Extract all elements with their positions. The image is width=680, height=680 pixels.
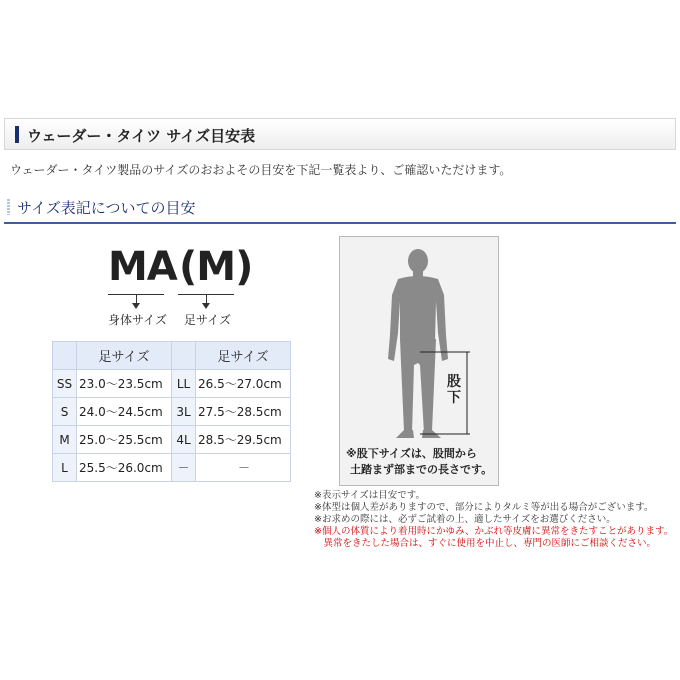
notes-list: [314, 490, 673, 550]
inseam-note-line: ※股下サイズは、股間から: [346, 447, 477, 460]
table-row: [53, 370, 291, 398]
title-accent-bar: [15, 126, 19, 143]
section-heading-marker: [7, 199, 10, 215]
size-range: 23.0～23.5cm: [77, 370, 172, 398]
size-range: 27.5～28.5cm: [196, 398, 291, 426]
size-range: 25.0～25.5cm: [77, 426, 172, 454]
page-title-bar: [4, 118, 676, 150]
note-item-warning: 異常をきたした場合は、すぐに使用を中止し、専門の医師にご相談ください。: [314, 538, 657, 549]
table-header-blank: [53, 342, 77, 370]
section-heading: [4, 196, 676, 224]
body-size-caption: 身体サイズ: [108, 313, 168, 327]
note-item-warning: ※個人の体質により着用時にかゆみ、かぶれ等皮膚に異常をきたすことがあります。: [314, 526, 674, 537]
table-header-row: [53, 342, 291, 370]
inseam-note-line: 土踏まず部までの長さです。: [350, 463, 493, 476]
size-range: 25.5～26.0cm: [77, 454, 172, 482]
table-header-blank: [172, 342, 196, 370]
size-label: 3L: [172, 398, 196, 426]
size-range: －: [196, 454, 291, 482]
note-item: ※表示サイズは目安です。: [314, 490, 425, 501]
intro-text: ウェーダー・タイツ製品のサイズのおおよその目安を下記一覧表より、ご確認いただけます。: [10, 163, 512, 177]
page-title: ウェーダー・タイツ サイズ目安表: [27, 127, 256, 145]
inseam-label: 股下: [447, 374, 461, 406]
size-label: M: [53, 426, 77, 454]
table-header-cell: 足サイズ: [77, 342, 172, 370]
foot-arrow-icon: [202, 303, 210, 309]
size-range: 26.5～27.0cm: [196, 370, 291, 398]
size-label: 4L: [172, 426, 196, 454]
foot-size-caption: 足サイズ: [184, 313, 232, 327]
note-item: ※体型は個人差がありますので、部分によりタルミ等が出る場合がございます。: [314, 502, 654, 513]
size-label: LL: [172, 370, 196, 398]
body-size-code: MA: [108, 244, 177, 290]
size-table: [52, 341, 291, 482]
section-title: サイズ表記についての目安: [17, 199, 196, 217]
size-label: －: [172, 454, 196, 482]
note-item: ※お求めの際には、必ずご試着の上、適したサイズをお選びください。: [314, 514, 616, 525]
size-range: 24.0～24.5cm: [77, 398, 172, 426]
table-header-cell: 足サイズ: [196, 342, 291, 370]
body-arrow-icon: [132, 303, 140, 309]
inseam-note: [346, 446, 492, 478]
table-row: [53, 398, 291, 426]
size-range: 28.5～29.5cm: [196, 426, 291, 454]
size-label: S: [53, 398, 77, 426]
table-row: [53, 454, 291, 482]
size-label: SS: [53, 370, 77, 398]
size-label: L: [53, 454, 77, 482]
table-row: [53, 426, 291, 454]
foot-size-code: (M): [179, 244, 253, 290]
